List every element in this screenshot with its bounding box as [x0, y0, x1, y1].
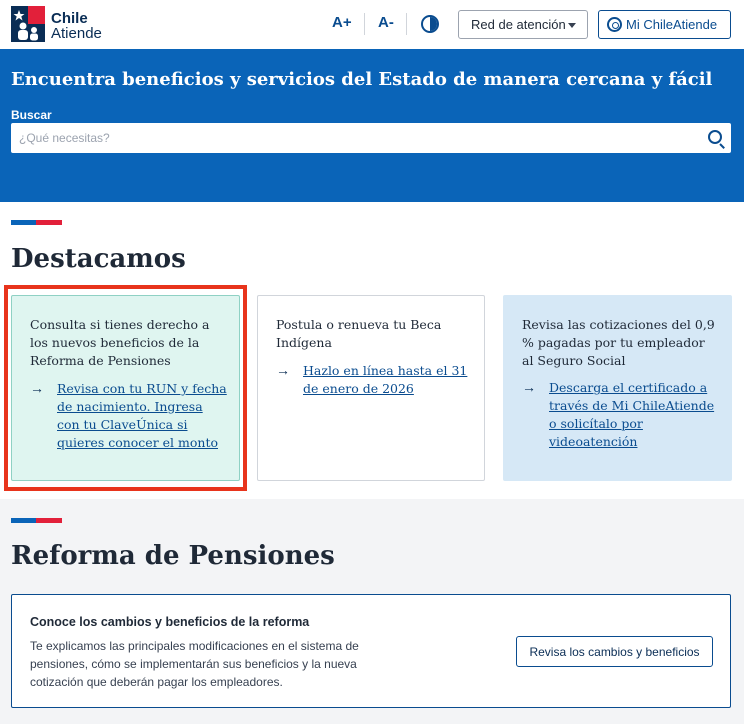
search-input[interactable]: [11, 123, 691, 153]
card-title: Consulta si tienes derecho a los nuevos beneficios de la Reforma de Pensiones: [30, 317, 210, 368]
flag-accent-bar: [11, 220, 62, 225]
hero-banner: [0, 49, 744, 202]
featured-card-cotizaciones[interactable]: [503, 295, 732, 481]
reforma-info-box: [11, 594, 731, 708]
reforma-box-title: Conoce los cambios y beneficios de la reforma: [30, 615, 310, 629]
card-link[interactable]: Descarga el certificado a través de Mi ChileAtiende o solicítalo por videoatención: [549, 380, 715, 449]
flag-accent-bar: [11, 518, 62, 523]
reforma-title: Reforma de Pensiones: [11, 541, 335, 571]
user-fingerprint-icon: [607, 17, 622, 32]
search-icon[interactable]: [708, 130, 722, 144]
logo-line2: Atiende: [51, 25, 102, 42]
hero-title: Encuentra beneficios y servicios del Estado de manera cercana y fácil: [11, 69, 713, 90]
chevron-down-icon: [568, 23, 576, 28]
toolbar-divider: [406, 13, 407, 35]
reforma-box-description: Te explicamos las principales modificaciones en el sistema de pensiones, cómo se implementarán sus beneficios y la nueva cotización que deberán pagar los empleadores.: [30, 639, 359, 689]
mi-chileatiende-label: Mi ChileAtiende: [626, 17, 718, 32]
card-title: Revisa las cotizaciones del 0,9 % pagadas por tu empleador al Seguro Social: [522, 317, 715, 368]
featured-card-beca[interactable]: [257, 295, 485, 481]
revisa-cambios-button[interactable]: Revisa los cambios y beneficios: [516, 636, 713, 667]
destacamos-title: Destacamos: [11, 244, 186, 274]
arrow-right-icon: →: [276, 362, 290, 378]
red-atencion-label: Red de atención: [471, 17, 566, 32]
font-decrease-button[interactable]: A-: [378, 14, 394, 31]
search-label: Buscar: [11, 108, 52, 122]
card-title: Postula o renueva tu Beca Indígena: [276, 317, 442, 350]
search-box: [11, 123, 731, 153]
top-bar: [0, 0, 744, 49]
arrow-right-icon: →: [522, 379, 536, 395]
logo-text[interactable]: [51, 11, 102, 41]
arrow-right-icon: →: [30, 380, 44, 396]
red-atencion-dropdown[interactable]: [458, 10, 588, 39]
contrast-icon[interactable]: [421, 15, 439, 33]
chileatiende-logo-icon[interactable]: [11, 6, 45, 42]
logo-line1: Chile: [51, 10, 88, 27]
mi-chileatiende-button[interactable]: [598, 10, 731, 39]
font-increase-button[interactable]: A+: [332, 14, 352, 31]
featured-card-reforma[interactable]: [11, 295, 240, 481]
card-link[interactable]: Revisa con tu RUN y fecha de nacimiento. Ingresa con tu ClaveÚnica si quieres conocer el monto: [57, 381, 227, 450]
card-link[interactable]: Hazlo en línea hasta el 31 de enero de 2026: [303, 363, 468, 396]
toolbar-divider: [364, 13, 365, 35]
